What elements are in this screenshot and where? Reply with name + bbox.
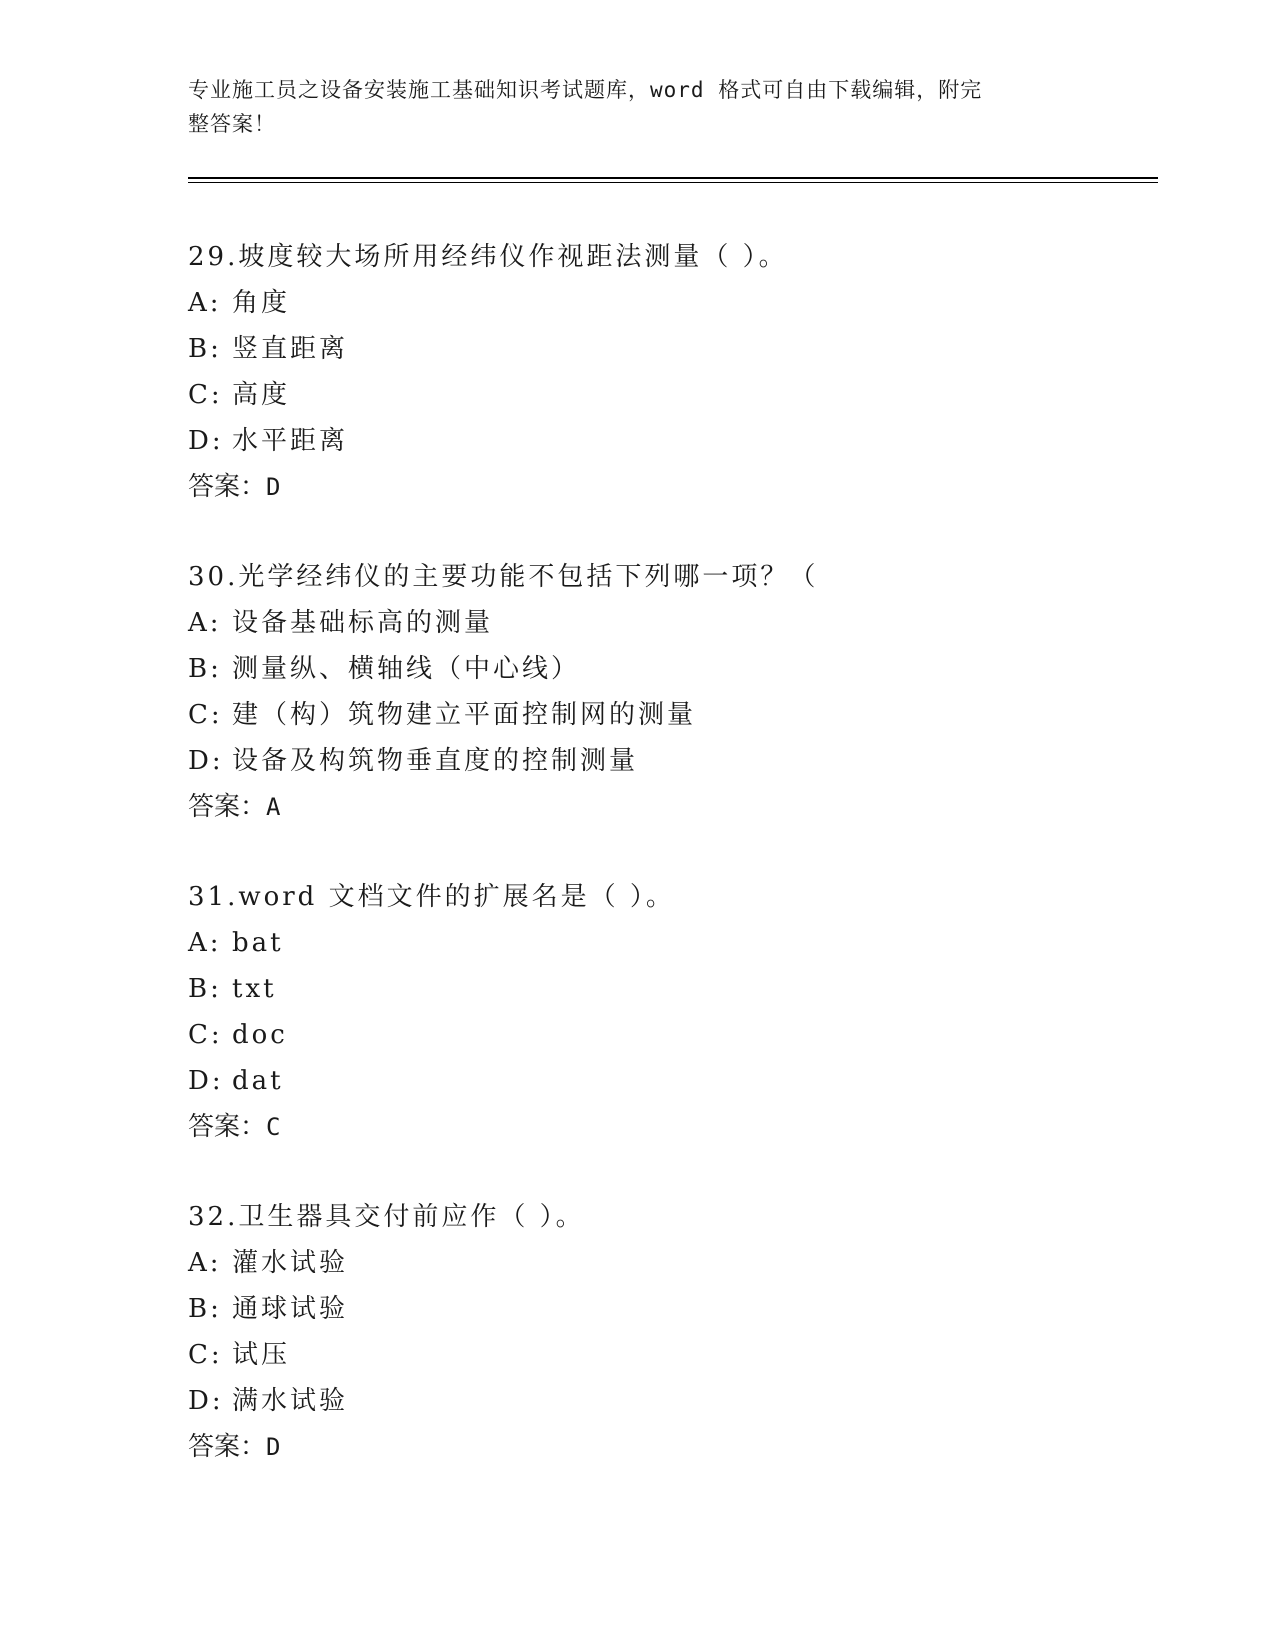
option-c <box>188 1012 1188 1058</box>
question-title: 32.卫生器具交付前应作（ ）。 <box>188 1202 585 1232</box>
document-header <box>188 73 1068 141</box>
option-b <box>188 646 1188 692</box>
option-b <box>188 966 1188 1012</box>
option-text: 角度 <box>232 288 291 318</box>
option-letter: C: <box>188 700 223 730</box>
header-divider-thin <box>188 182 1158 183</box>
option-text: bat <box>232 928 284 958</box>
option-text: 建（构）筑物建立平面控制网的测量 <box>232 700 697 730</box>
option-d <box>188 418 1188 464</box>
question-title: 30.光学经纬仪的主要功能不包括下列哪一项？（ <box>188 562 819 592</box>
option-text: 设备基础标高的测量 <box>232 608 494 638</box>
answer-line <box>188 464 1188 510</box>
option-letter: A: <box>188 288 222 318</box>
option-text: doc <box>232 1020 288 1050</box>
answer-value: D <box>266 1433 281 1461</box>
answer-line <box>188 784 1188 830</box>
option-letter: C: <box>188 1020 223 1050</box>
option-b <box>188 326 1188 372</box>
option-c <box>188 692 1188 738</box>
question-block <box>188 554 1188 830</box>
option-letter: A: <box>188 928 222 958</box>
header-divider-thick <box>188 177 1158 179</box>
option-letter: A: <box>188 608 222 638</box>
answer-value: D <box>266 473 281 501</box>
option-b <box>188 1286 1188 1332</box>
option-letter: B: <box>188 974 222 1004</box>
question-block <box>188 874 1188 1150</box>
option-letter: D: <box>188 426 224 456</box>
option-text: 水平距离 <box>232 426 349 456</box>
option-text: 灌水试验 <box>232 1248 349 1278</box>
option-a <box>188 600 1188 646</box>
option-text: 竖直距离 <box>232 334 349 364</box>
option-letter: B: <box>188 1294 222 1324</box>
option-d <box>188 738 1188 784</box>
option-a <box>188 280 1188 326</box>
option-c <box>188 372 1188 418</box>
option-a <box>188 920 1188 966</box>
question-title: 29.坡度较大场所用经纬仪作视距法测量（ ）。 <box>188 242 788 272</box>
option-d <box>188 1058 1188 1104</box>
option-text: 设备及构筑物垂直度的控制测量 <box>232 746 639 776</box>
question-title: 31.word 文档文件的扩展名是（ ）。 <box>188 882 675 912</box>
option-letter: D: <box>188 746 224 776</box>
option-letter: A: <box>188 1248 222 1278</box>
question-block <box>188 1194 1188 1470</box>
option-text: 试压 <box>232 1340 291 1370</box>
option-a <box>188 1240 1188 1286</box>
option-letter: D: <box>188 1386 224 1416</box>
option-letter: C: <box>188 1340 223 1370</box>
option-d <box>188 1378 1188 1424</box>
answer-label: 答案： <box>188 792 267 822</box>
option-letter: C: <box>188 380 223 410</box>
answer-label: 答案： <box>188 1432 267 1462</box>
option-letter: B: <box>188 654 222 684</box>
answer-line <box>188 1424 1188 1470</box>
option-letter: D: <box>188 1066 224 1096</box>
option-text: 满水试验 <box>232 1386 349 1416</box>
header-line-2: 整答案！ <box>188 112 276 136</box>
option-text: txt <box>232 974 277 1004</box>
answer-line <box>188 1104 1188 1150</box>
option-text: 测量纵、横轴线（中心线） <box>232 654 581 684</box>
header-line-1: 专业施工员之设备安装施工基础知识考试题库，word 格式可自由下载编辑，附完 <box>188 78 983 102</box>
question-block <box>188 234 1188 510</box>
answer-label: 答案： <box>188 1112 267 1142</box>
option-text: 通球试验 <box>232 1294 349 1324</box>
answer-value: A <box>266 793 281 821</box>
option-letter: B: <box>188 334 222 364</box>
option-text: dat <box>232 1066 284 1096</box>
option-c <box>188 1332 1188 1378</box>
answer-value: C <box>266 1113 281 1141</box>
answer-label: 答案： <box>188 472 267 502</box>
option-text: 高度 <box>232 380 291 410</box>
